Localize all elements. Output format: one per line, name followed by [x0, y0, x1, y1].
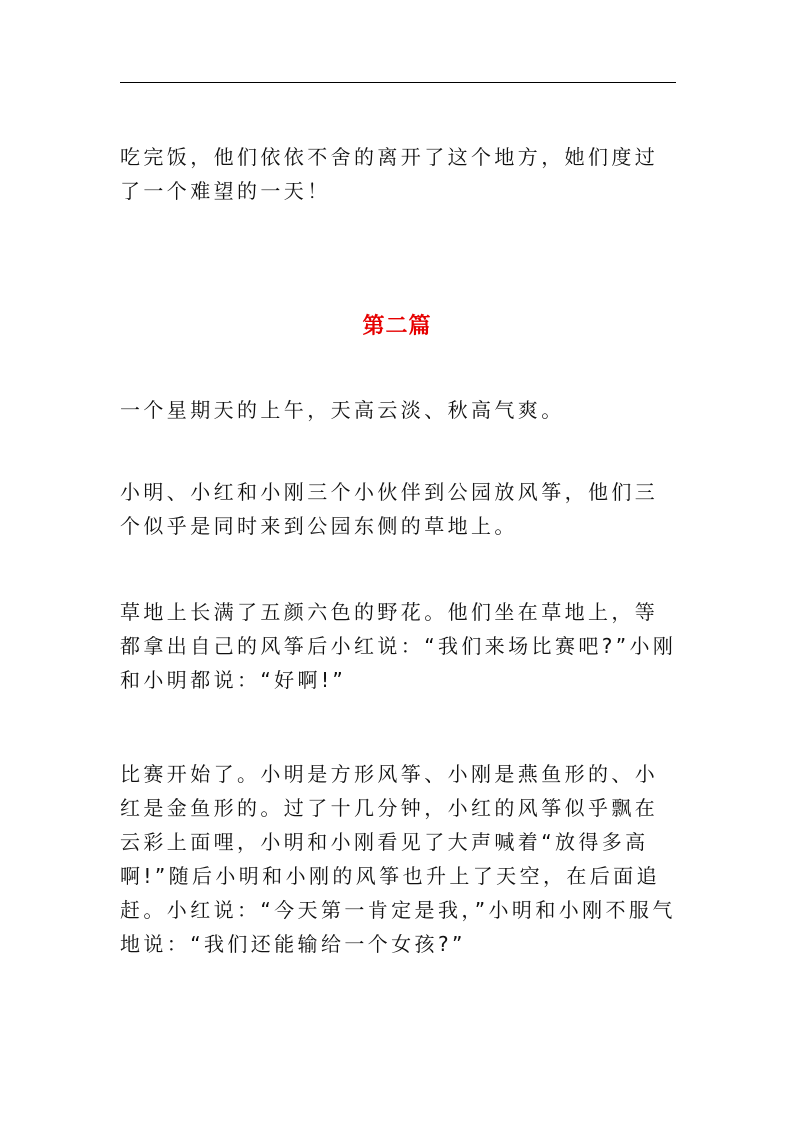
paragraph-1: 一个星期天的上午，天高云淡、秋高气爽。 — [120, 398, 565, 422]
paragraph-3: 草地上长满了五颜六色的野花。他们坐在草地上，等都拿出自己的风筝后小红说：“我们来场比赛吧?”小刚和小明都说：“好啊!” — [120, 600, 677, 692]
intro-paragraph: 吃完饭，他们依依不舍的离开了这个地方，她们度过了一个难望的一天！ — [120, 145, 659, 203]
header-rule — [120, 82, 676, 83]
paragraph-4: 比赛开始了。小明是方形风筝、小刚是燕鱼形的、小红是金鱼形的。过了十几分钟，小红的风筝似乎飘在云彩上面哩，小明和小刚看见了大声喊着“放得多高啊!”随后小明和小刚的风筝也升上了天空，在后面追赶。小红说：“今天第一肯定是我，”小明和小刚不服气地说：“我们还能输给一个女孩?” — [120, 762, 676, 956]
paragraph-2: 小明、小红和小刚三个小伙伴到公园放风筝，他们三个似乎是同时来到公园东侧的草地上。 — [120, 480, 659, 538]
section-title: 第二篇 — [362, 313, 432, 339]
